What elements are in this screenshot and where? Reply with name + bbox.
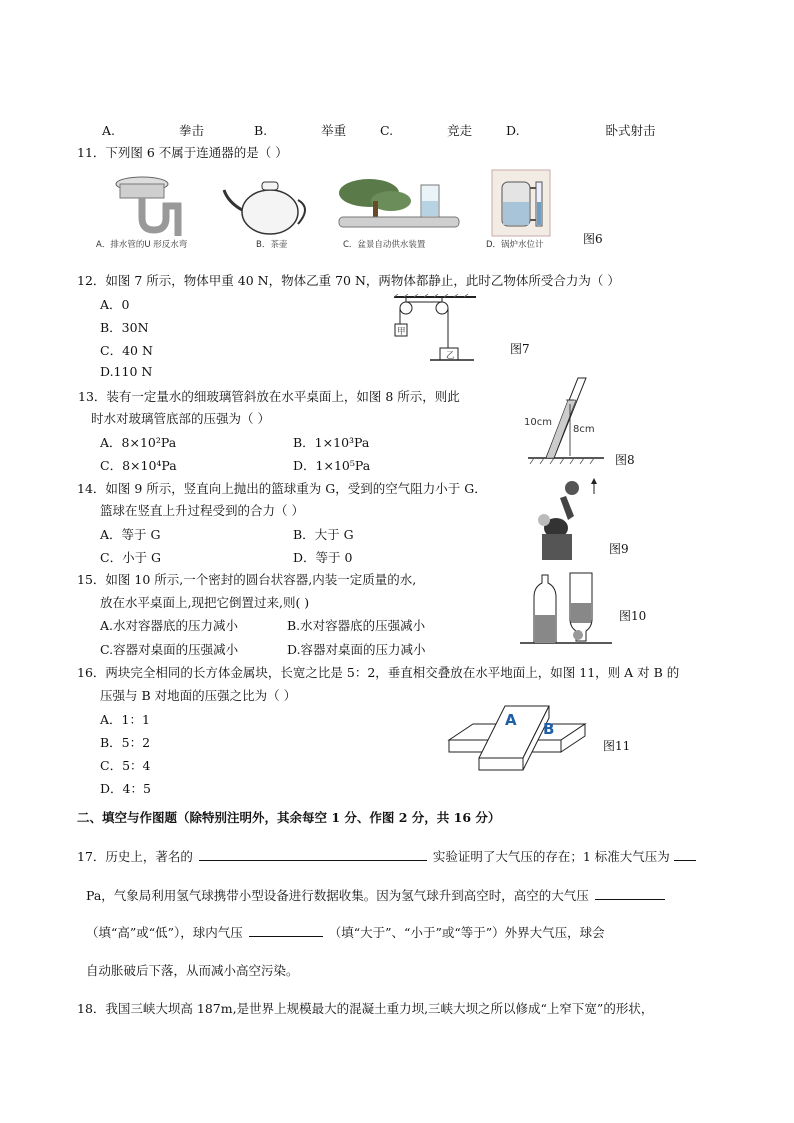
q12-stem: 12．如图 7 所示，物体甲重 40 N，物体乙重 70 N，两物体都静止，此时乙物体所受合力为（ ） xyxy=(77,273,620,288)
q17-blank-standard-pressure[interactable] xyxy=(674,848,696,861)
q18-line1: 18．我国三峡大坝高 187m,是世界上规模最大的混凝土重力坝,三峡大坝之所以修成“上窄下宽”的形状， xyxy=(77,1001,654,1016)
sealed-container-diagram xyxy=(520,569,612,649)
q14-stem-line1: 14．如图 9 所示，竖直向上抛出的篮球重为 G，受到的空气阻力小于 G． xyxy=(77,481,487,496)
q17-line4: 自动胀破后下落，从而减小高空污染。 xyxy=(86,963,299,978)
block-b-label: B xyxy=(543,720,555,738)
q10-option-c: C. 竞走 xyxy=(380,123,473,138)
q11-caption-d: D．锅炉水位计 xyxy=(486,240,544,250)
q17-blank-inner-pressure[interactable] xyxy=(249,924,323,937)
q17-blank-altitude-pressure[interactable] xyxy=(595,887,665,900)
q13-option-d: D．1×10⁵Pa xyxy=(293,458,371,473)
q15-option-c: C.容器对桌面的压强减小 xyxy=(100,642,239,657)
q15-option-d: D.容器对桌面的压力减小 xyxy=(287,642,426,657)
section-2-heading: 二、填空与作图题（除特别注明外，其余每空 1 分、作图 2 分，共 16 分） xyxy=(77,810,501,825)
stacked-blocks-diagram xyxy=(445,702,591,774)
q14-stem-line2: 篮球在竖直上升过程受到的合力（ ） xyxy=(100,503,304,518)
q15-stem-line1: 15．如图 10 所示,一个密封的圆台状容器,内装一定质量的水, xyxy=(77,572,417,587)
q15-option-b: B.水对容器底的压强减小 xyxy=(287,618,426,633)
q12-option-d: D.110 N xyxy=(100,364,153,379)
block-a-label: A xyxy=(505,711,517,729)
q10-option-a: A. 拳击 xyxy=(102,123,204,138)
label-jia: 甲 xyxy=(397,327,406,337)
tube-length-label: 10cm xyxy=(524,417,552,428)
figure-9-label: 图9 xyxy=(609,542,629,556)
q12-option-b: B．30N xyxy=(100,320,149,335)
basketball-throw-image xyxy=(538,476,602,562)
q13-option-a: A．8×10²Pa xyxy=(100,435,177,450)
q10-option-b: B. 举重 xyxy=(254,123,347,138)
q13-option-b: B．1×10³Pa xyxy=(293,435,370,450)
q10-option-d: D. 卧式射击 xyxy=(506,123,656,138)
q13-option-c: C．8×10⁴Pa xyxy=(100,458,177,473)
q16-option-c: C．5：4 xyxy=(100,758,151,773)
q14-option-b: B．大于 G xyxy=(293,527,354,542)
q15-option-a: A.水对容器底的压力减小 xyxy=(100,618,239,633)
boiler-water-gauge-image xyxy=(490,168,552,238)
q13-stem-line2: 时水对玻璃管底部的压强为（ ） xyxy=(91,411,270,426)
q11-caption-a: A．排水管的U 形反水弯 xyxy=(96,240,188,250)
q16-option-d: D．4：5 xyxy=(100,781,151,796)
label-yi: 乙 xyxy=(446,351,455,361)
q13-stem-line1: 13．装有一定量水的细玻璃管斜放在水平桌面上，如图 8 所示，则此 xyxy=(78,389,460,404)
q17-line3: （填“高”或“低”），球内气压 （填“大于”、“小于”或“等于”）外界大气压，球会 xyxy=(86,925,605,940)
pulley-system-diagram xyxy=(394,294,480,366)
q12-option-c: C．40 N xyxy=(100,343,153,358)
q15-stem-line2: 放在水平桌面上,现把它倒置过来,则( ) xyxy=(100,595,310,610)
q14-option-d: D．等于 0 xyxy=(293,550,353,565)
q16-option-a: A．1：1 xyxy=(100,712,150,727)
q17-blank-experiment[interactable] xyxy=(199,848,427,861)
water-height-label: 8cm xyxy=(573,424,595,435)
teapot-image xyxy=(220,172,312,236)
figure-11-label: 图11 xyxy=(603,739,631,753)
q11-stem: 11．下列图 6 不属于连通器的是（ ） xyxy=(77,145,288,160)
q12-option-a: A．0 xyxy=(100,297,130,312)
q16-stem-line1: 16．两块完全相同的长方体金属块，长宽之比是 5：2，垂直相交叠放在水平地面上，如图 11，则 A 对 B 的 xyxy=(77,665,680,680)
u-trap-drain-image xyxy=(112,172,192,244)
figure-10-label: 图10 xyxy=(619,609,647,623)
q11-caption-c: C．盆景自动供水装置 xyxy=(343,240,426,250)
q11-caption-b: B．茶壶 xyxy=(256,240,288,250)
q17-line1: 17．历史上，著名的 实验证明了大气压的存在；1 标准大气压为 xyxy=(77,847,696,865)
bonsai-water-supply-image xyxy=(335,175,463,237)
q16-stem-line2: 压强与 B 对地面的压强之比为（ ） xyxy=(100,688,297,703)
q14-option-c: C．小于 G xyxy=(100,550,162,565)
q17-line2: Pa，气象局利用氢气球携带小型设备进行数据收集。因为氢气球升到高空时，高空的大气压 xyxy=(86,886,665,904)
q14-option-a: A．等于 G xyxy=(100,527,161,542)
figure-6-label: 图6 xyxy=(583,232,603,246)
figure-7-label: 图7 xyxy=(510,342,530,356)
q16-option-b: B．5：2 xyxy=(100,735,151,750)
figure-8-label: 图8 xyxy=(615,453,635,467)
